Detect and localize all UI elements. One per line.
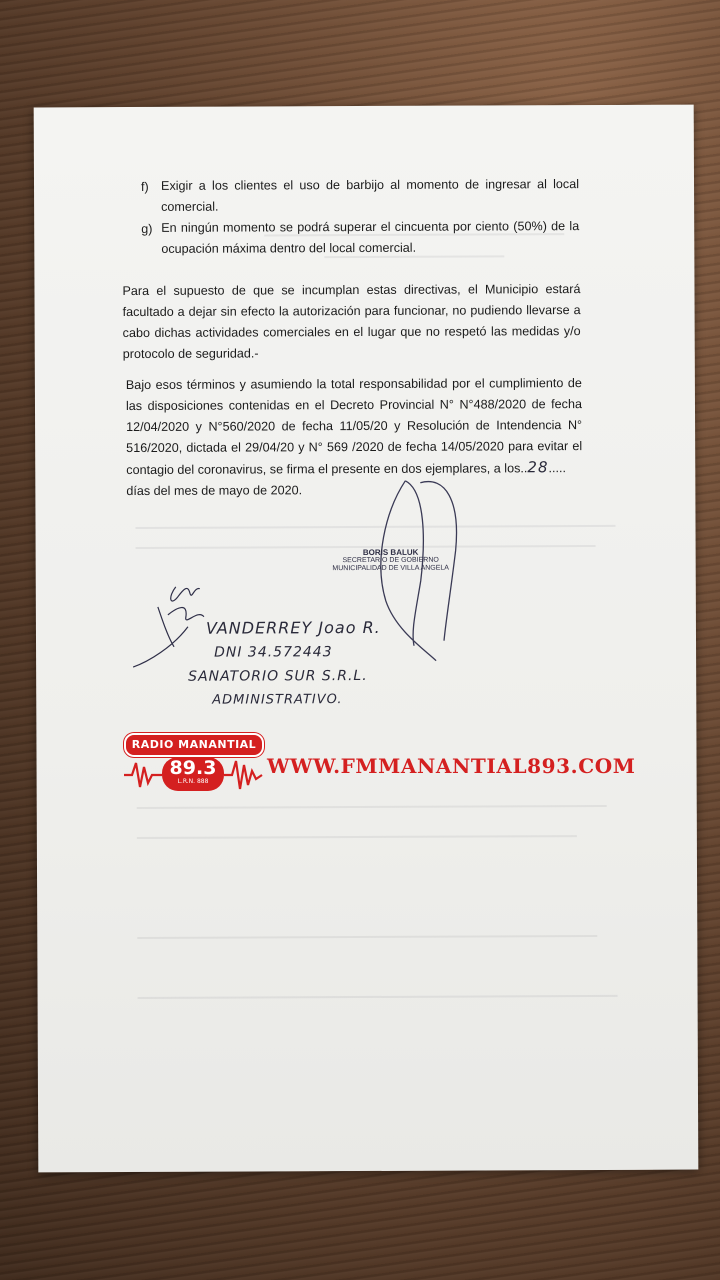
paragraph-line: Para el supuesto de que se incumplan estas directivas, el Municipio estará (122, 282, 581, 299)
radio-frequency: 89.3 (169, 757, 217, 779)
radio-logo (122, 731, 264, 797)
paragraph-line: días del mes de mayo de 2020. (126, 483, 303, 499)
handwritten-role: ADMINISTRATIVO. (212, 692, 343, 708)
list-letter-f: f) (140, 179, 149, 194)
stamp-title: SECRETARIO DE GOBIERNO (342, 556, 439, 565)
handwritten-company: SANATORIO SUR S.R.L. (188, 667, 368, 685)
paragraph-terms (126, 373, 583, 502)
paragraph-line: cabo dichas actividades comerciales en el lugar que no respetó las medidas y/o (122, 324, 581, 341)
paragraph-line: protocolo de seguridad.- (122, 346, 259, 362)
list-item-g-line1: En ningún momento se podrá superar el cincuenta por ciento (50%) de la (161, 219, 580, 235)
official-stamp (326, 549, 456, 574)
list-item-f-line1: Exigir a los clientes el uso de barbijo al momento de ingresar al local (160, 177, 580, 193)
stamp-org: MUNICIPALIDAD DE VILLA ANGELA (332, 564, 449, 573)
paragraph-directives (122, 279, 580, 365)
list-letter-g: g) (141, 221, 153, 236)
paragraph-line: 516/2020, dictada el 29/04/20 y N° 569 /2020 de fecha 14/05/2020 para evitar el (126, 439, 583, 456)
paragraph-line: 12/04/2020 y N°560/2020 de fecha 11/05/20 y Resolución de Intendencia N° (126, 418, 583, 435)
paragraph-line: las disposiciones contenidas en el Decreto Provincial N° N°488/2020 de fecha (125, 397, 583, 414)
list-item-g (161, 216, 579, 260)
list-item-f (161, 174, 579, 218)
document-page (34, 105, 699, 1173)
bleed-through-line (137, 805, 607, 809)
radio-callsign: L.R.N. 888 (177, 778, 209, 785)
bleed-through-line (138, 995, 618, 999)
handwritten-day: 28 (527, 458, 549, 477)
radio-brand-label: RADIO MANANTIAL (131, 738, 257, 751)
bleed-through-line (137, 835, 577, 839)
handwritten-dni: DNI 34.572443 (214, 644, 333, 661)
paragraph-line-with-day (126, 457, 582, 481)
radio-website-url: WWW.FMMANANTIAL893.COM (267, 754, 636, 778)
bleed-through-line (137, 935, 597, 939)
dots-after-day: ..... (548, 461, 567, 476)
list-item-g-line2: ocupación máxima dentro del local comercial. (161, 240, 417, 256)
stamp-name: BORIS BALUK (362, 547, 419, 558)
paragraph-line: facultado a dejar sin efecto la autorización para funcionar, no pudiendo llevarse a (122, 303, 581, 320)
handwritten-name: VANDERREY Joao R. (205, 617, 381, 638)
paragraph-line: Bajo esos términos y asumiendo la total responsabilidad por el cumplimiento de (125, 376, 582, 393)
list-item-f-line2: comercial. (161, 199, 219, 214)
paragraph-line: contagio del coronavirus, se firma el presente en dos ejemplares, a los.. (126, 461, 528, 478)
